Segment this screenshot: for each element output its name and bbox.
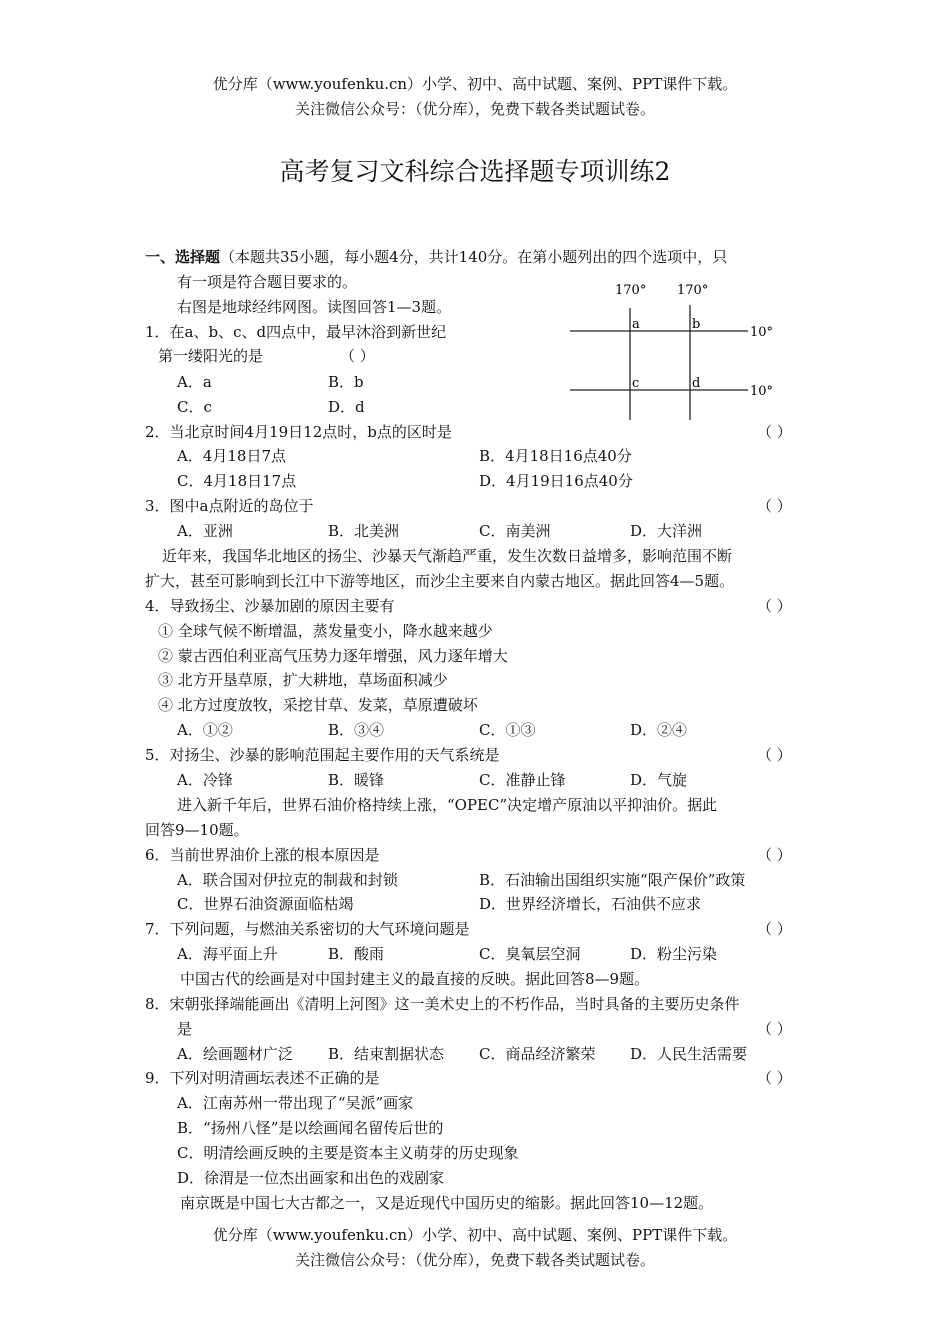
q6-option-a: A．联合国对伊拉克的制裁和封锁	[177, 871, 398, 889]
point-c: c	[632, 376, 640, 391]
intro-1-3: 右图是地球经纬网图。读图回答1—3题。	[177, 298, 452, 316]
q8-option-c: C．商品经济繁荣	[479, 1045, 596, 1063]
point-a: a	[632, 317, 640, 332]
footer-line-1: 优分库（www.youfenku.cn）小学、初中、高中试题、案例、PPT课件下载。	[212, 1226, 738, 1244]
q9-stem: 9．下列对明清画坛表述不正确的是	[145, 1069, 380, 1087]
q2-stem: 2．当北京时间4月19日12点时，b点的区时是	[145, 423, 452, 441]
q4-option-c: C．①③	[479, 721, 536, 739]
q8-answer-paren: （ ）	[757, 1020, 792, 1038]
q7-option-d: D．粉尘污染	[630, 945, 718, 963]
q7-stem: 7．下列问题，与燃油关系密切的大气环境问题是	[145, 920, 470, 938]
q7-answer-paren: （ ）	[757, 920, 792, 938]
section-instructions	[145, 247, 727, 267]
q9-option-d: D．徐渭是一位杰出画家和出色的戏剧家	[177, 1169, 445, 1187]
lat-label-top: 10°	[750, 325, 774, 340]
q1-option-d: D．d	[328, 398, 365, 416]
q2-answer-paren: （ ）	[757, 423, 792, 441]
q2-option-a: A．4月18日7点	[177, 447, 287, 465]
intro-4-5-line-1: 近年来，我国华北地区的扬尘、沙暴天气渐趋严重，发生次数日益增多，影响范围不断	[162, 547, 733, 565]
q8-option-a: A．绘画题材广泛	[177, 1045, 293, 1063]
page-title: 高考复习文科综合选择题专项训练2	[279, 157, 671, 186]
q6-option-b: B．石油输出国组织实施“限产保价”政策	[479, 871, 746, 889]
q4-statement-4: ④ 北方过度放牧，采挖甘草、发菜，草原遭破坏	[158, 696, 478, 714]
q4-statement-2: ② 蒙古西伯利亚高气压势力逐年增强，风力逐年增大	[158, 647, 508, 665]
intro-opec-line-2: 回答9—10题。	[145, 821, 249, 839]
lat-lon-grid-map	[560, 278, 790, 423]
q3-stem: 3．图中a点附近的岛位于	[145, 497, 314, 515]
q8-stem-1: 8．宋朝张择端能画出《清明上河图》这一美术史上的不朽作品，当时具备的主要历史条件	[145, 995, 740, 1013]
q6-answer-paren: （ ）	[757, 846, 792, 864]
q7-option-a: A．海平面上升	[177, 945, 278, 963]
q2-option-c: C．4月18日17点	[177, 472, 297, 490]
intro-opec-line-1: 进入新千年后，世界石油价格持续上涨，“OPEC”决定增产原油以平抑油价。据此	[177, 796, 718, 814]
header-line-1: 优分库（www.youfenku.cn）小学、初中、高中试题、案例、PPT课件下载。	[212, 75, 738, 93]
q7-option-b: B．酸雨	[328, 945, 385, 963]
lat-label-bottom: 10°	[750, 384, 774, 399]
q5-answer-paren: （ ）	[757, 746, 792, 764]
q1-option-b: B．b	[328, 373, 364, 391]
lon-label-left: 170°	[615, 283, 647, 298]
q4-option-d: D．②④	[630, 721, 688, 739]
q9-option-a: A．江南苏州一带出现了“吴派”画家	[177, 1094, 414, 1112]
q8-option-b: B．结束割据状态	[328, 1045, 445, 1063]
q2-option-d: D．4月19日16点40分	[479, 472, 633, 490]
section-instr-1: （本题共35小题，每小题4分，共计140分。在第小题列出的四个选项中，只	[220, 248, 728, 266]
point-d: d	[692, 376, 701, 391]
footer-line-2: 关注微信公众号：（优分库），免费下载各类试题试卷。	[294, 1251, 655, 1269]
q5-option-c: C．准静止锋	[479, 771, 566, 789]
header-line-2: 关注微信公众号：（优分库），免费下载各类试题试卷。	[294, 100, 655, 118]
section-instr-2: 有一项是符合题目要求的。	[177, 273, 358, 291]
q3-option-a: A．亚洲	[177, 522, 233, 540]
q4-statement-3: ③ 北方开垦草原，扩大耕地，草场面积减少	[158, 671, 448, 689]
q3-option-d: D．大洋洲	[630, 522, 703, 540]
q3-answer-paren: （ ）	[757, 497, 792, 515]
q6-stem: 6．当前世界油价上涨的根本原因是	[145, 846, 380, 864]
q8-stem-2: 是	[177, 1020, 193, 1038]
q5-stem: 5．对扬尘、沙暴的影响范围起主要作用的天气系统是	[145, 746, 500, 764]
q9-answer-paren: （ ）	[757, 1069, 792, 1087]
q5-option-b: B．暖锋	[328, 771, 385, 789]
lon-label-right: 170°	[677, 283, 709, 298]
intro-4-5-line-2: 扩大，甚至可影响到长江中下游等地区，而沙尘主要来自内蒙古地区。据此回答4—5题。	[145, 572, 735, 590]
q9-option-c: C．明清绘画反映的主要是资本主义萌芽的历史现象	[177, 1144, 519, 1162]
q4-answer-paren: （ ）	[757, 597, 792, 615]
q1-option-c: C．c	[177, 398, 212, 416]
q1-stem-1: 1．在a、b、c、d四点中，最早沐浴到新世纪	[145, 323, 447, 341]
intro-10-12: 南京既是中国七大古都之一，又是近现代中国历史的缩影。据此回答10—12题。	[180, 1194, 714, 1212]
q1-option-a: A．a	[177, 373, 212, 391]
q1-stem-2: 第一缕阳光的是	[158, 347, 264, 365]
section-heading: 一、选择题	[145, 248, 221, 266]
q4-option-a: A．①②	[177, 721, 233, 739]
q7-option-c: C．臭氧层空洞	[479, 945, 581, 963]
q3-option-c: C．南美洲	[479, 522, 551, 540]
q4-stem: 4．导致扬尘、沙暴加剧的原因主要有	[145, 597, 395, 615]
q1-answer-paren: （ ）	[340, 347, 375, 365]
q5-option-d: D．气旋	[630, 771, 688, 789]
q4-statement-1: ① 全球气候不断增温，蒸发量变小，降水越来越少	[158, 622, 493, 640]
q6-option-c: C．世界石油资源面临枯竭	[177, 895, 354, 913]
intro-8-9: 中国古代的绘画是对中国封建主义的最直接的反映。据此回答8—9题。	[180, 970, 650, 988]
q5-option-a: A．冷锋	[177, 771, 233, 789]
q3-option-b: B．北美洲	[328, 522, 400, 540]
q9-option-b: B．“扬州八怪”是以绘画闻名留传后世的	[177, 1119, 444, 1137]
point-b: b	[692, 317, 701, 332]
q8-option-d: D．人民生活需要	[630, 1045, 748, 1063]
q6-option-d: D．世界经济增长，石油供不应求	[479, 895, 702, 913]
q2-option-b: B．4月18日16点40分	[479, 447, 632, 465]
q4-option-b: B．③④	[328, 721, 385, 739]
